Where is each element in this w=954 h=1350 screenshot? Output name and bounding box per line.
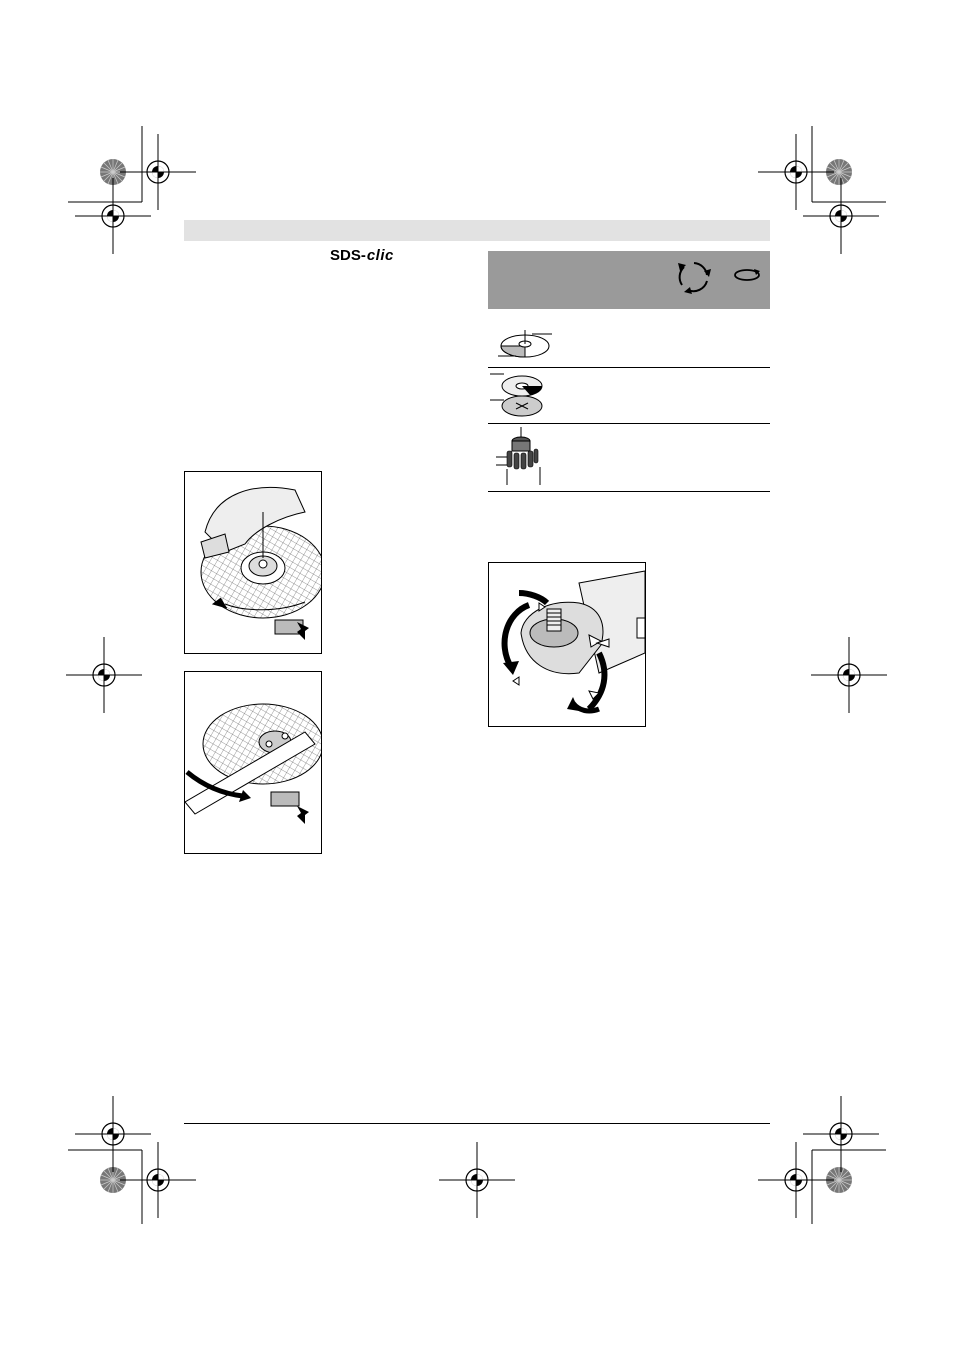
- table-header: [488, 251, 770, 309]
- table-row-divider: [488, 367, 770, 368]
- figure-disc-mounting: [184, 471, 322, 654]
- registration-mark: [120, 1142, 196, 1218]
- footer-rule: [184, 1123, 770, 1124]
- sds-clic-logo: [330, 247, 402, 265]
- registration-mark: [66, 637, 142, 713]
- wrench-tightening-illustration: [185, 672, 321, 853]
- figure-wrench-tightening: [184, 671, 322, 854]
- registration-mark: [811, 637, 887, 713]
- registration-mark: [75, 178, 151, 254]
- registration-mark: [75, 1096, 151, 1172]
- gear-head-rotation-illustration: [489, 563, 645, 726]
- table-row-divider: [488, 491, 770, 492]
- registration-mark: [758, 134, 834, 210]
- logo-suffix: clic: [366, 247, 394, 264]
- registration-mark: [439, 1142, 515, 1218]
- grinding-disc-icon: [490, 372, 550, 418]
- registration-mark: [758, 1142, 834, 1218]
- registration-mark: [803, 1096, 879, 1172]
- cup-brush-icon: [494, 427, 550, 487]
- header-bar: [184, 220, 770, 241]
- rotation-arrows-icon: [674, 257, 714, 297]
- cutting-disc-icon: [498, 326, 556, 360]
- table-row-divider: [488, 423, 770, 424]
- disc-mounting-illustration: [185, 472, 321, 653]
- registration-mark: [803, 178, 879, 254]
- registration-mark: [120, 134, 196, 210]
- logo-prefix: SDS-: [330, 247, 366, 264]
- figure-gear-head-rotation: [488, 562, 646, 727]
- rotation-direction-icon: [732, 265, 762, 285]
